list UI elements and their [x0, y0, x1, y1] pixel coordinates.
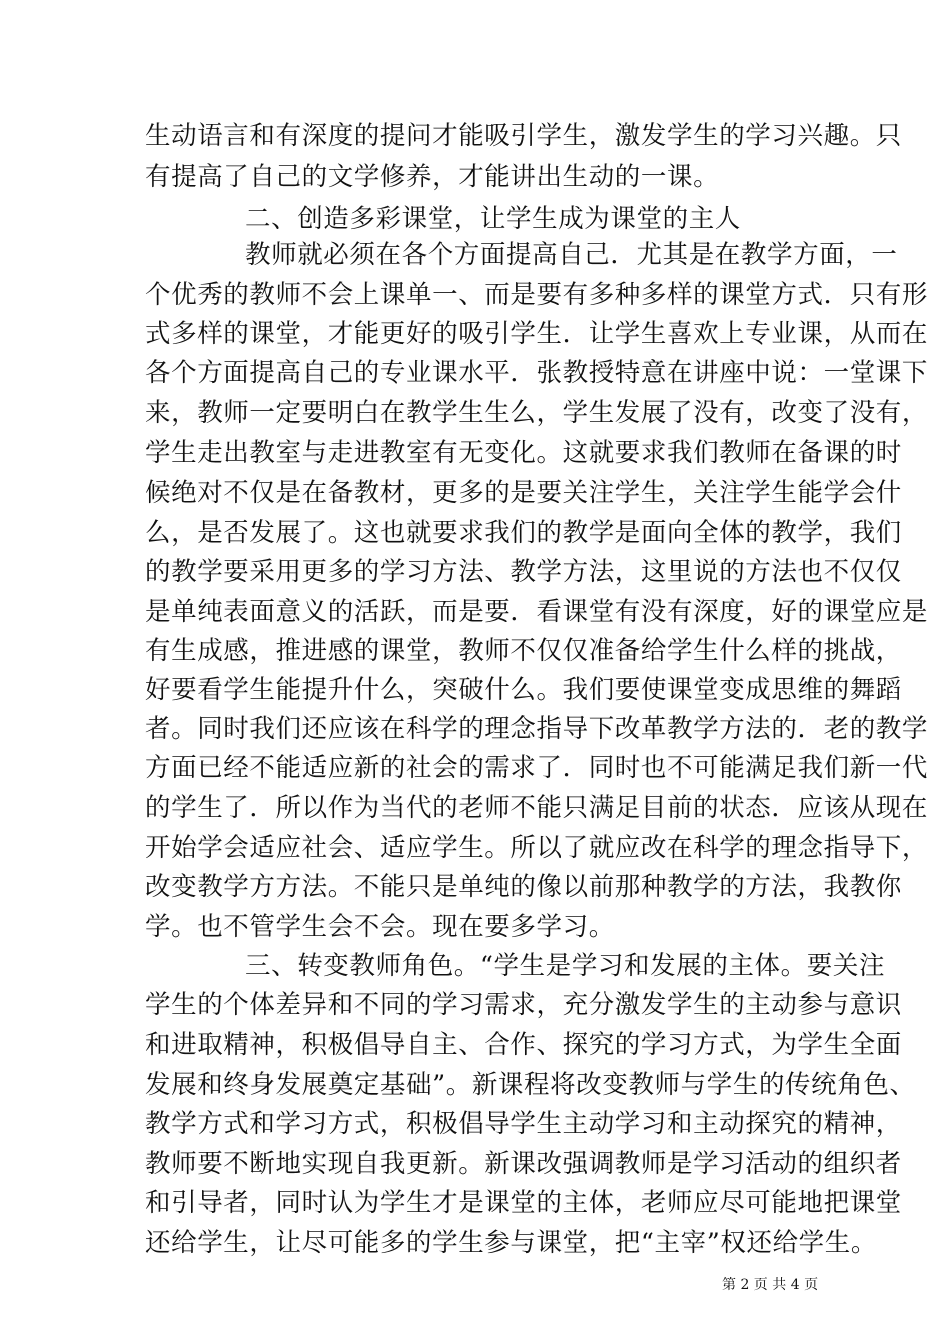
text-line: 式多样的课堂，才能更好的吸引学生．让学生喜欢上专业课，从而在 — [145, 319, 929, 349]
text-line: 教师要不断地实现自我更新。新课改强调教师是学习活动的组织者 — [145, 1149, 902, 1179]
text-line: 生动语言和有深度的提问才能吸引学生，激发学生的学习兴趣。只 — [145, 121, 902, 151]
text-line: 各个方面提高自己的专业课水平．张教授特意在讲座中说：一堂课下 — [145, 358, 929, 388]
text-line: 改变教学方方法。不能只是单纯的像以前那种教学的方法，我教你 — [145, 872, 902, 902]
text-line: 好要看学生能提升什么，突破什么。我们要使课堂变成思维的舞蹈 — [145, 675, 902, 705]
page-footer: 第 2 页 共 4 页 — [722, 1277, 819, 1293]
text-line: 的教学要采用更多的学习方法、教学方法，这里说的方法也不仅仅 — [145, 557, 902, 587]
text-line: 有生成感，推进感的课堂，教师不仅仅准备给学生什么样的挑战， — [145, 636, 902, 666]
text-line: 是单纯表面意义的活跃，而是要．看课堂有没有深度，好的课堂应是 — [145, 597, 929, 627]
text-line: 学。也不管学生会不会。现在要多学习。 — [145, 912, 615, 942]
text-line: 方面已经不能适应新的社会的需求了．同时也不可能满足我们新一代 — [145, 753, 929, 783]
text-line: 三、转变教师角色。“学生是学习和发展的主体。要关注 — [245, 951, 886, 981]
text-line: 的学生了．所以作为当代的老师不能只满足目前的状态．应该从现在 — [145, 793, 929, 823]
text-line: 教学方式和学习方式，积极倡导学生主动学习和主动探究的精神， — [145, 1109, 902, 1139]
text-line: 者。同时我们还应该在科学的理念指导下改革教学方法的．老的教学 — [145, 714, 929, 744]
text-line: 发展和终身发展奠定基础”。新课程将改变教师与学生的传统角色、 — [145, 1070, 916, 1100]
text-line: 么，是否发展了。这也就要求我们的教学是面向全体的教学，我们 — [145, 518, 902, 548]
text-line: 和引导者，同时认为学生才是课堂的主体，老师应尽可能地把课堂 — [145, 1188, 902, 1218]
text-line: 学生走出教室与走进教室有无变化。这就要求我们教师在备课的时 — [145, 438, 902, 468]
text-line: 教师就必须在各个方面提高自己．尤其是在教学方面，一 — [245, 240, 898, 270]
text-line: 和进取精神，积极倡导自主、合作、探究的学习方式，为学生全面 — [145, 1030, 902, 1060]
text-line: 有提高了自己的文学修养，才能讲出生动的一课。 — [145, 162, 720, 192]
text-line: 二、创造多彩课堂，让学生成为课堂的主人 — [245, 204, 741, 234]
text-line: 学生的个体差异和不同的学习需求，充分激发学生的主动参与意识 — [145, 990, 902, 1020]
text-line: 开始学会适应社会、适应学生。所以了就应改在科学的理念指导下， — [145, 833, 929, 863]
text-line: 个优秀的教师不会上课单一、而是要有多种多样的课堂方式．只有形 — [145, 280, 929, 310]
text-line: 还给学生，让尽可能多的学生参与课堂，把“主宰”权还给学生。 — [145, 1228, 877, 1258]
text-line: 候绝对不仅是在备教材，更多的是要关注学生，关注学生能学会什 — [145, 478, 902, 508]
text-line: 来，教师一定要明白在教学生生么，学生发展了没有，改变了没有， — [145, 398, 929, 428]
